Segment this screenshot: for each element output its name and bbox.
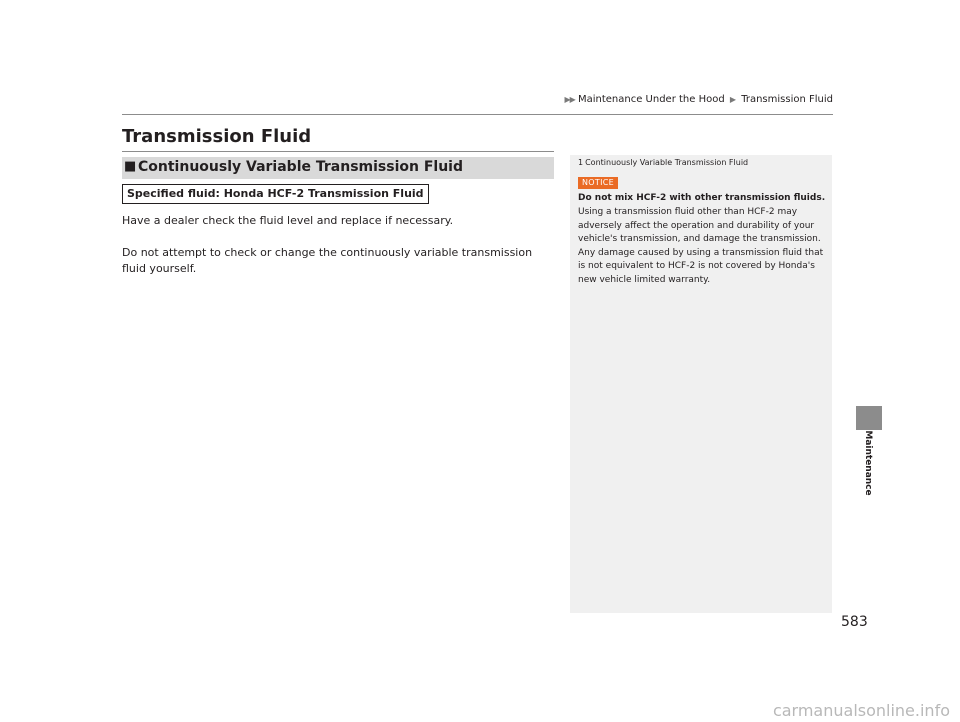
- section-square-icon: ■: [124, 159, 137, 174]
- note-heading: [578, 158, 748, 167]
- page-title: Transmission Fluid: [122, 126, 312, 147]
- chapter-tab-label: Maintenance: [863, 430, 873, 496]
- top-divider: [122, 114, 833, 115]
- chapter-tab[interactable]: [856, 406, 882, 430]
- breadcrumb-separator-icon: ▶: [729, 95, 737, 104]
- page-number: 583: [841, 614, 868, 630]
- note-body: Using a transmission fluid other than HCF-2 may adversely affect the operation and durability of your vehicle's transmission, and damage the transmission. Any damage caused by using a transmission fluid that is not equivalent to HCF-2 is not covered by Honda's new vehicle limited warranty.: [578, 207, 824, 285]
- specified-fluid-box: Specified fluid: Honda HCF-2 Transmission Fluid: [122, 184, 429, 204]
- note-reference-icon: 1: [578, 158, 584, 167]
- breadcrumb-page: Transmission Fluid: [741, 94, 833, 105]
- note-warning-line: Do not mix HCF-2 with other transmission fluids.: [578, 193, 826, 203]
- title-divider: [122, 151, 554, 152]
- breadcrumb-section: Maintenance Under the Hood: [577, 94, 725, 105]
- paragraph-dealer-check: Have a dealer check the fluid level and replace if necessary.: [122, 214, 454, 227]
- notice-badge: NOTICE: [578, 177, 618, 189]
- section-title: Continuously Variable Transmission Fluid: [138, 159, 463, 175]
- breadcrumb-arrows-icon: ▶▶: [564, 95, 575, 104]
- note-heading-text: Continuously Variable Transmission Fluid: [585, 158, 749, 167]
- note-panel: [570, 155, 832, 613]
- section-header: [122, 157, 554, 179]
- breadcrumb: [564, 94, 833, 105]
- paragraph-do-not-change: Do not attempt to check or change the continuously variable transmission fluid yourself.: [122, 246, 533, 275]
- watermark: carmanualsonline.info: [772, 701, 950, 720]
